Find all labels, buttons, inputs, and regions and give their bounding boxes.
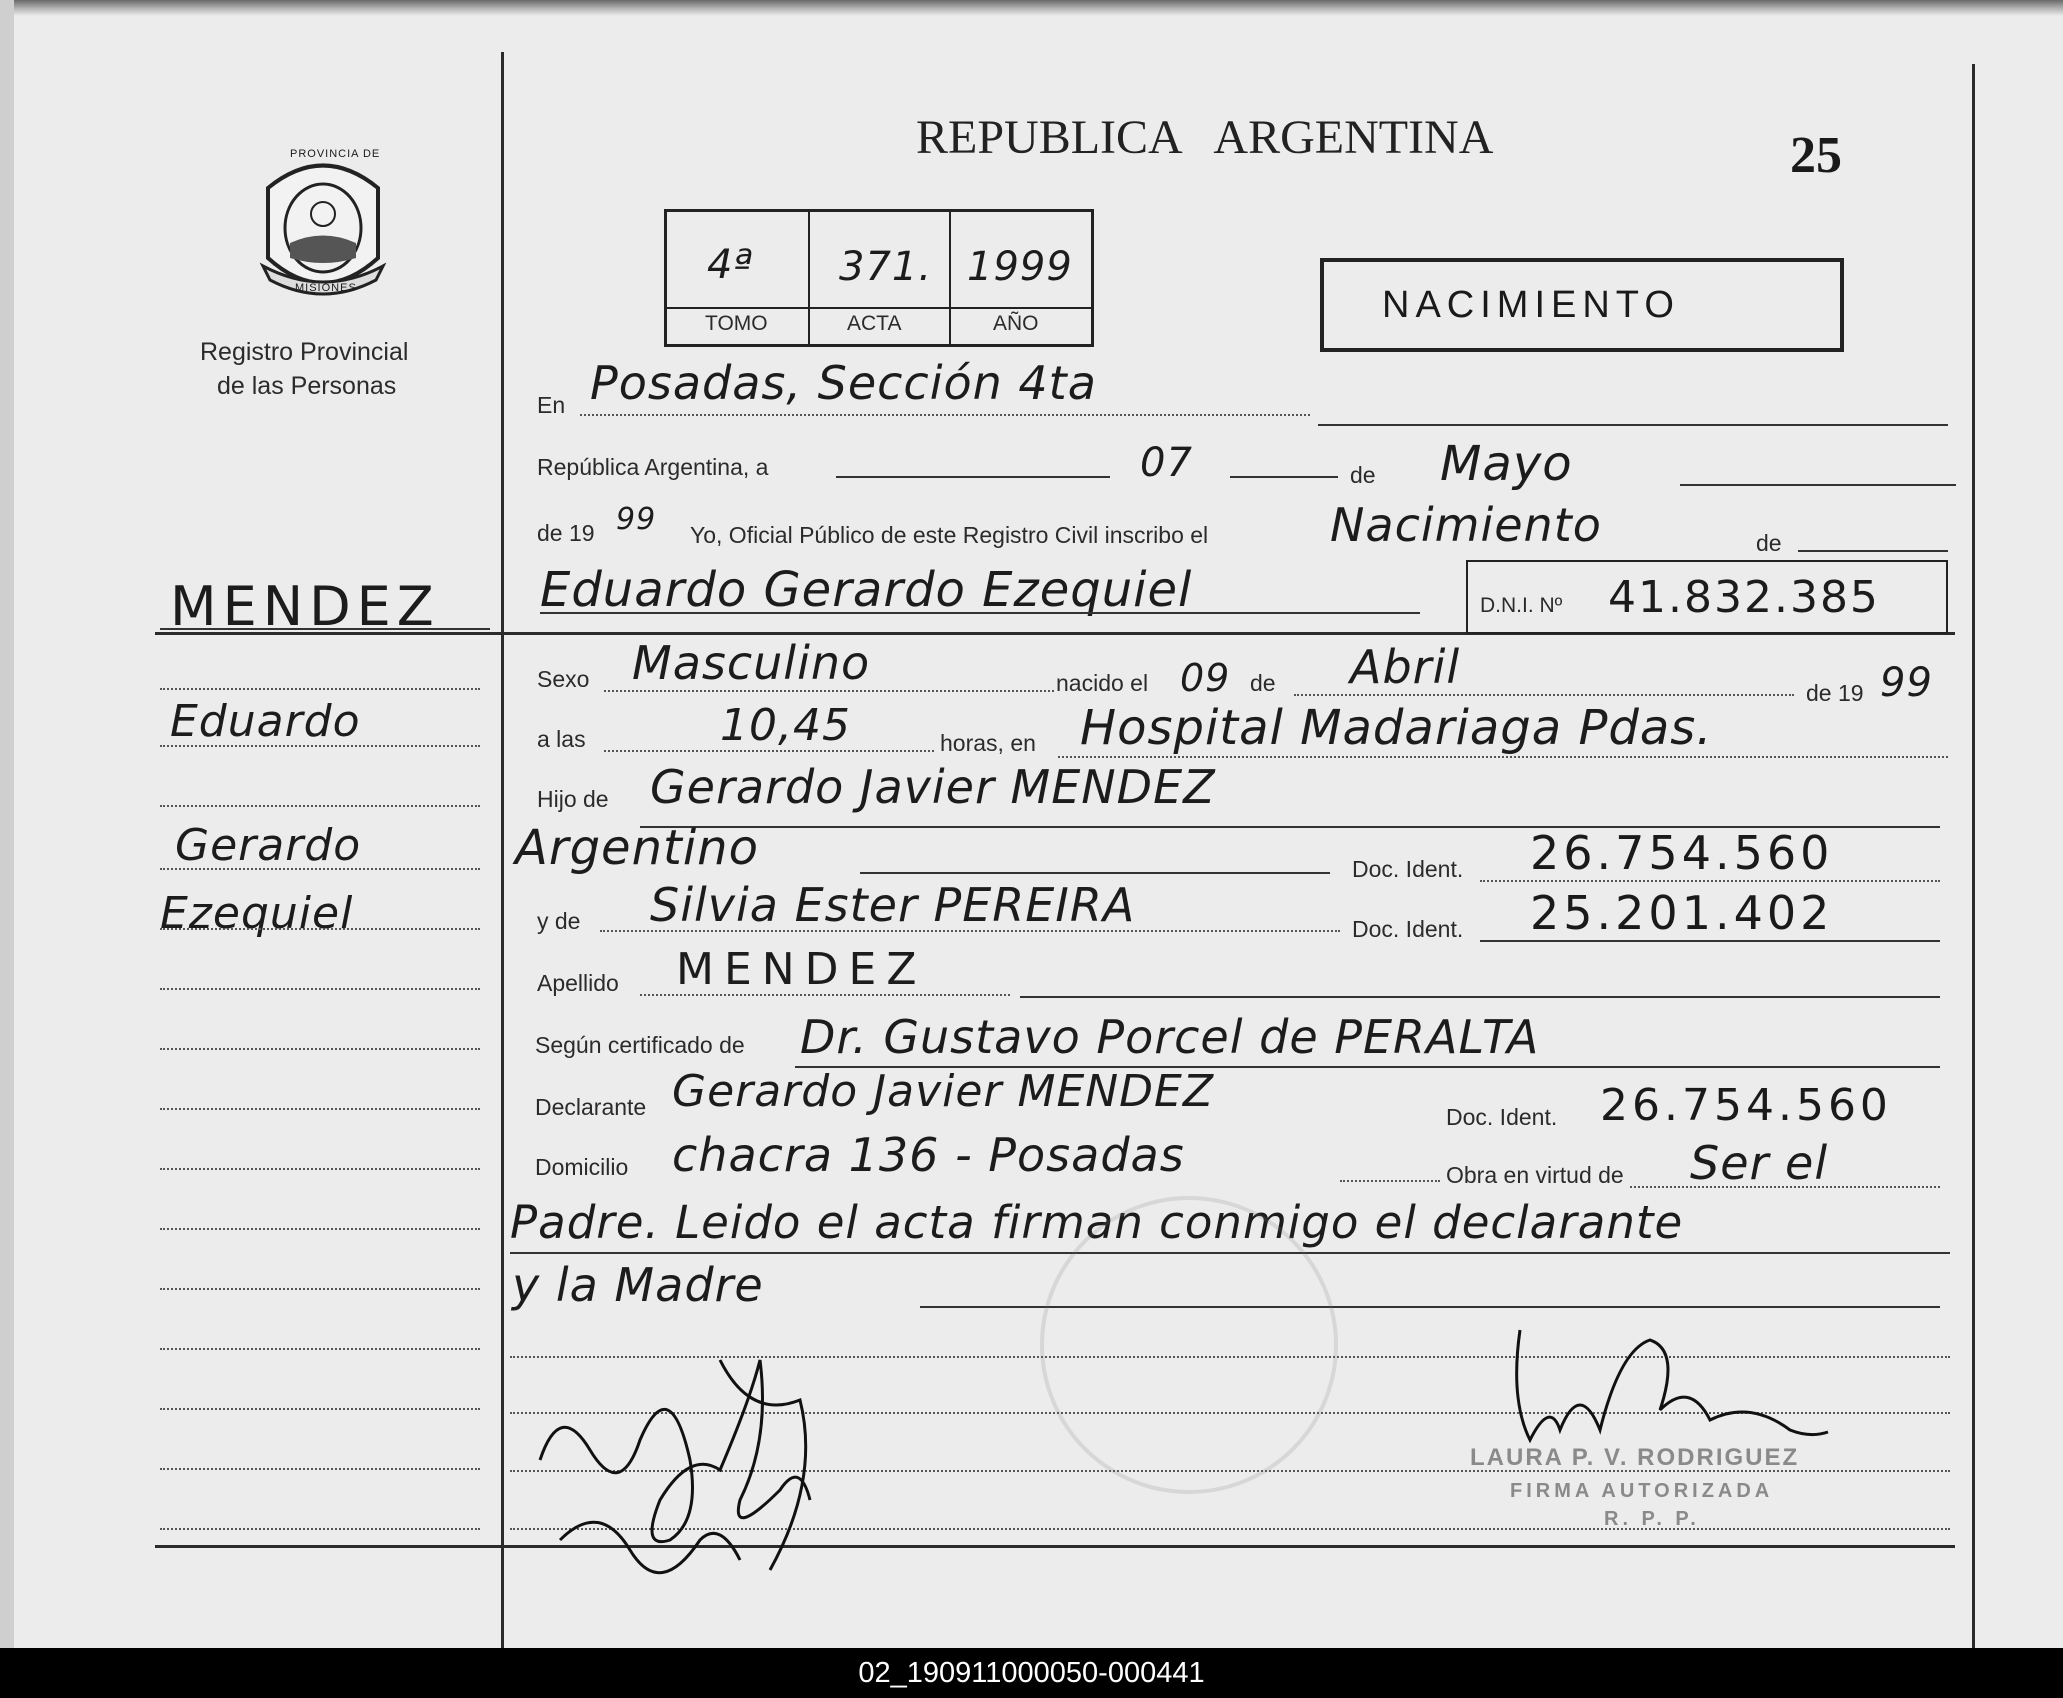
hijo-label: Hijo de <box>537 786 609 812</box>
birth-month-value: Abril <box>1350 640 1461 694</box>
birth-year-suffix: 99 <box>1880 660 1933 706</box>
oficial-label: Yo, Oficial Público de este Registro Civil inscribo el <box>690 522 1209 548</box>
sexo-value: Masculino <box>632 636 871 690</box>
official-stamp-title: FIRMA AUTORIZADA <box>1510 1480 1774 1502</box>
registry-stamp <box>1040 1196 1338 1494</box>
official-signature <box>1490 1320 1830 1460</box>
a-las-label: a las <box>537 726 586 752</box>
file-id-footer: 02_190911000050-000441 <box>0 1648 2063 1698</box>
acta-label: ACTA <box>847 312 902 335</box>
obra-value: Ser el <box>1690 1136 1829 1190</box>
full-name-value: Eduardo Gerardo Ezequiel <box>540 562 1193 618</box>
domicilio-value: chacra 136 - Posadas <box>672 1128 1185 1182</box>
anio-label: AÑO <box>993 312 1039 335</box>
sexo-label: Sexo <box>537 666 590 692</box>
nacido-label: nacido el <box>1056 670 1149 696</box>
scan-top-edge <box>0 0 2063 16</box>
place-value: Posadas, Sección 4ta <box>590 356 1097 410</box>
birth-time-value: 10,45 <box>720 700 851 751</box>
document-type-box <box>1320 258 1844 352</box>
mother-doc-value: 25.201.402 <box>1530 886 1834 940</box>
obra-label: Obra en virtud de <box>1446 1162 1624 1188</box>
horas-label: horas, en <box>940 730 1036 756</box>
birth-place-value: Hospital Madariaga Pdas. <box>1080 700 1713 756</box>
republica-label: República Argentina, a <box>537 454 769 480</box>
father-nationality-value: Argentino <box>515 820 759 876</box>
month-value: Mayo <box>1440 436 1573 492</box>
en-label: En <box>537 392 566 418</box>
official-stamp-office: R. P. P. <box>1604 1508 1700 1530</box>
registry-name-line2: de las Personas <box>217 372 397 400</box>
record-table <box>664 209 1094 347</box>
apellido-value: MENDEZ <box>676 944 927 995</box>
official-stamp-name: LAURA P. V. RODRIGUEZ <box>1470 1444 1800 1471</box>
year-prefix-label: de 19 <box>537 520 595 546</box>
scan-left-edge <box>0 0 14 1648</box>
page-number: 25 <box>1790 127 1842 184</box>
act-type-value: Nacimiento <box>1330 498 1602 552</box>
dni-value: 41.832.385 <box>1608 572 1880 623</box>
margin-surname: MENDEZ <box>170 575 440 638</box>
day-value: 07 <box>1140 440 1193 486</box>
de-label-3: de <box>1250 670 1276 696</box>
dni-label: D.N.I. Nº <box>1480 594 1563 617</box>
doc-ident-label-1: Doc. Ident. <box>1352 856 1464 882</box>
father-doc-value: 26.754.560 <box>1530 826 1834 880</box>
acta-value: 371. <box>839 244 933 290</box>
registry-name-line1: Registro Provincial <box>200 338 409 366</box>
margin-given-2: Gerardo <box>175 820 362 871</box>
declarante-label: Declarante <box>535 1094 647 1120</box>
declarant-signature <box>520 1340 840 1580</box>
doc-ident-label-2: Doc. Ident. <box>1352 916 1464 942</box>
document-type: NACIMIENTO <box>1382 284 1680 326</box>
declarante-doc-value: 26.754.560 <box>1600 1080 1892 1131</box>
bottom-divider <box>155 1545 1955 1548</box>
birth-year-label: de 19 <box>1806 680 1864 706</box>
de-label: de <box>1350 462 1376 488</box>
declarante-value: Gerardo Javier MENDEZ <box>672 1066 1214 1117</box>
dni-box <box>1466 560 1948 634</box>
certificado-value: Dr. Gustavo Porcel de PERALTA <box>800 1010 1540 1064</box>
margin-divider <box>501 52 504 1648</box>
certificado-label: Según certificado de <box>535 1032 745 1058</box>
margin-given-3: Ezequiel <box>160 888 354 939</box>
father-name-value: Gerardo Javier MENDEZ <box>650 760 1216 814</box>
birth-day-value: 09 <box>1180 656 1231 700</box>
seal-top-text: PROVINCIA DE <box>290 148 381 160</box>
mother-name-value: Silvia Ester PEREIRA <box>650 878 1136 932</box>
margin-given-1: Eduardo <box>170 696 361 747</box>
remarks-line-2: y la Madre <box>512 1258 764 1312</box>
year-suffix: 99 <box>616 502 657 537</box>
y-de-label: y de <box>537 908 581 934</box>
de-label-2: de <box>1756 530 1782 556</box>
tomo-label: TOMO <box>705 312 768 335</box>
doc-ident-label-3: Doc. Ident. <box>1446 1104 1558 1130</box>
right-border <box>1972 64 1975 1648</box>
anio-value: 1999 <box>967 244 1073 290</box>
apellido-label: Apellido <box>537 970 619 996</box>
remarks-line-1: Padre. Leido el acta firman conmigo el declarante <box>510 1196 1684 1249</box>
tomo-value: 4ª <box>707 242 754 288</box>
seal-bottom-text: MISIONES <box>295 282 357 294</box>
domicilio-label: Domicilio <box>535 1154 629 1180</box>
country-title: REPUBLICA ARGENTINA <box>916 111 1494 164</box>
